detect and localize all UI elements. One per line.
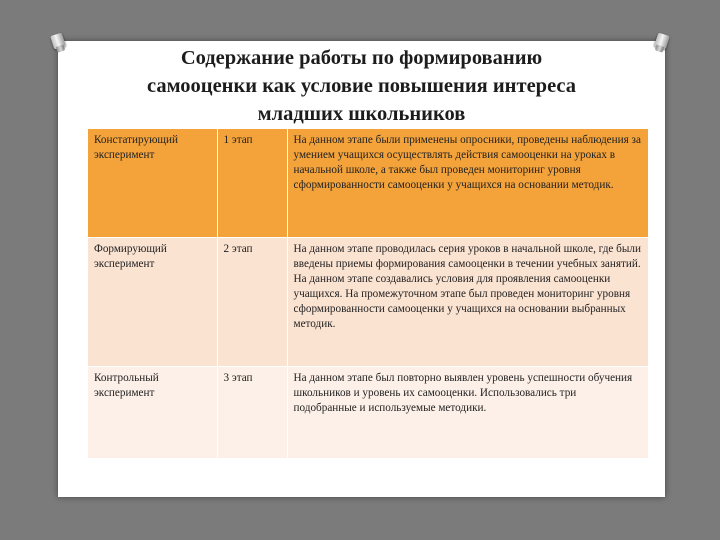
stage-cell: 3 этап (217, 366, 287, 458)
title-line: самооценки как условие повышения интереса (146, 75, 577, 97)
stage-cell: 1 этап (217, 129, 287, 237)
title-line: Содержание работы по формированию (180, 47, 543, 69)
description-cell: На данном этапе проводилась серия уроков в начальной школе, где были введены приемы формирования самооценки в течении учебных занятий. На данном этапе создавались условия для проявления самооценки учащихся. На промежуточном этапе был проведен мониторинг уровня сформированности самооценки у учащихся на основании выбранных методик. (287, 237, 648, 366)
page-title (58, 44, 665, 128)
table-row (88, 129, 648, 237)
table-row (88, 237, 648, 366)
table-row (88, 366, 648, 458)
description-cell: На данном этапе был повторно выявлен уровень успешности обучения школьников и уровень их самооценки. Использовались три подобранные и используемые методики. (287, 366, 648, 458)
stages-table (88, 129, 648, 459)
experiment-cell: Контрольный эксперимент (88, 366, 217, 458)
stage-cell: 2 этап (217, 237, 287, 366)
description-cell: На данном этапе были применены опросники, проведены наблюдения за умением учащихся осуществлять действия самооценки на уроках в начальной школе, а также был проведен мониторинг уровня сформированности самооценки у учащихся на основании методик. (287, 129, 648, 237)
title-line: младших школьников (257, 103, 466, 125)
experiment-cell: Формирующий эксперимент (88, 237, 217, 366)
experiment-cell: Констатирующий эксперимент (88, 129, 217, 237)
